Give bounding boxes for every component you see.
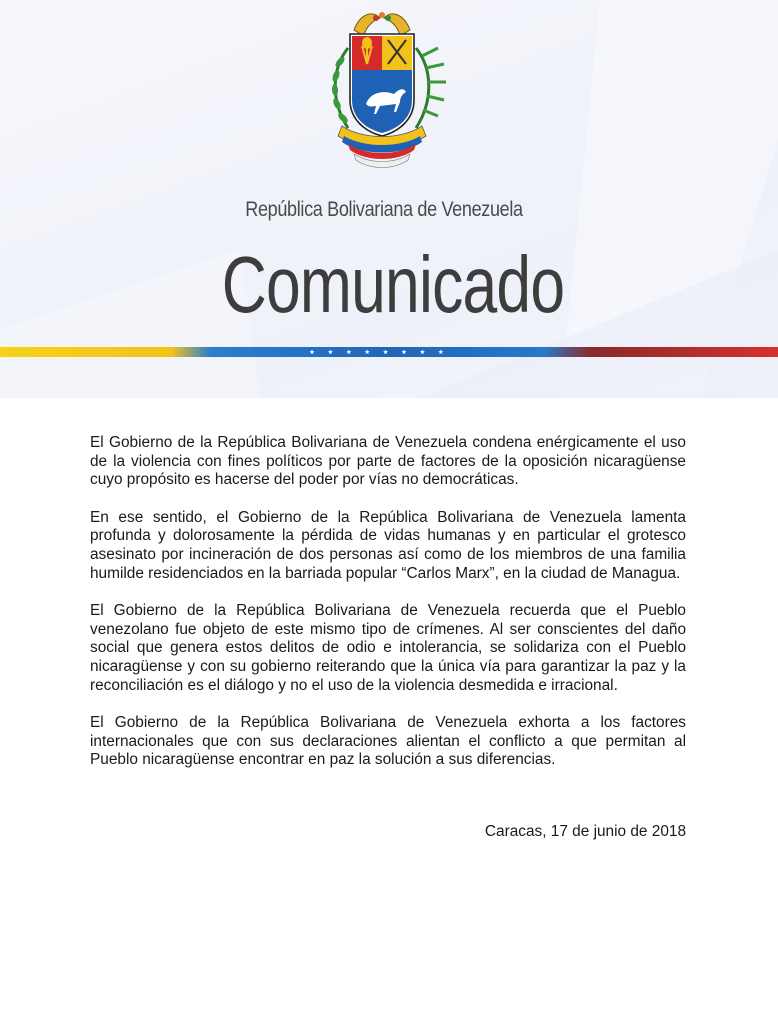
paragraph-4: El Gobierno de la República Bolivariana de Venezuela exhorta a los factores internacionales que con sus declaraciones alientan el conflicto a que permitan al Pueblo nicaragüense encontrar en paz la solución a sus diferencias.: [90, 714, 686, 769]
communique-body: [90, 434, 686, 789]
paragraph-3: El Gobierno de la República Bolivariana de Venezuela recuerda que el Pueblo venezolano fue objeto de este mismo tipo de crímenes. Al ser conscientes del daño social que genera estos delitos de odio e intolerancia, se solidariza con el Pueblo nicaragüense y con su gobierno reiterando que la única vía para garantizar la paz y la reconciliación es el diálogo y no el uso de la violencia desmedida e irracional.: [90, 602, 686, 694]
document-title: Comunicado: [221, 240, 565, 329]
letterhead: [0, 0, 778, 398]
republic-name: República Bolivariana de Venezuela: [245, 198, 523, 221]
paragraph-1: El Gobierno de la República Bolivariana de Venezuela condena enérgicamente el uso de la violencia con fines políticos por parte de factores de la oposición nicaragüense cuyo propósito es hacerse del poder por vías no democráticas.: [90, 434, 686, 489]
flag-stripe: [0, 347, 778, 357]
place-and-date: Caracas, 17 de junio de 2018: [484, 823, 686, 840]
coat-of-arms-icon: [314, 8, 450, 172]
paragraph-2: En ese sentido, el Gobierno de la República Bolivariana de Venezuela lamenta profunda y dolorosamente la pérdida de vidas humanas y en particular el grotesco asesinato por incineración de dos personas así como de los miembros de una familia humilde residenciados en la barriada popular “Carlos Marx”, en la ciudad de Managua.: [90, 508, 686, 582]
